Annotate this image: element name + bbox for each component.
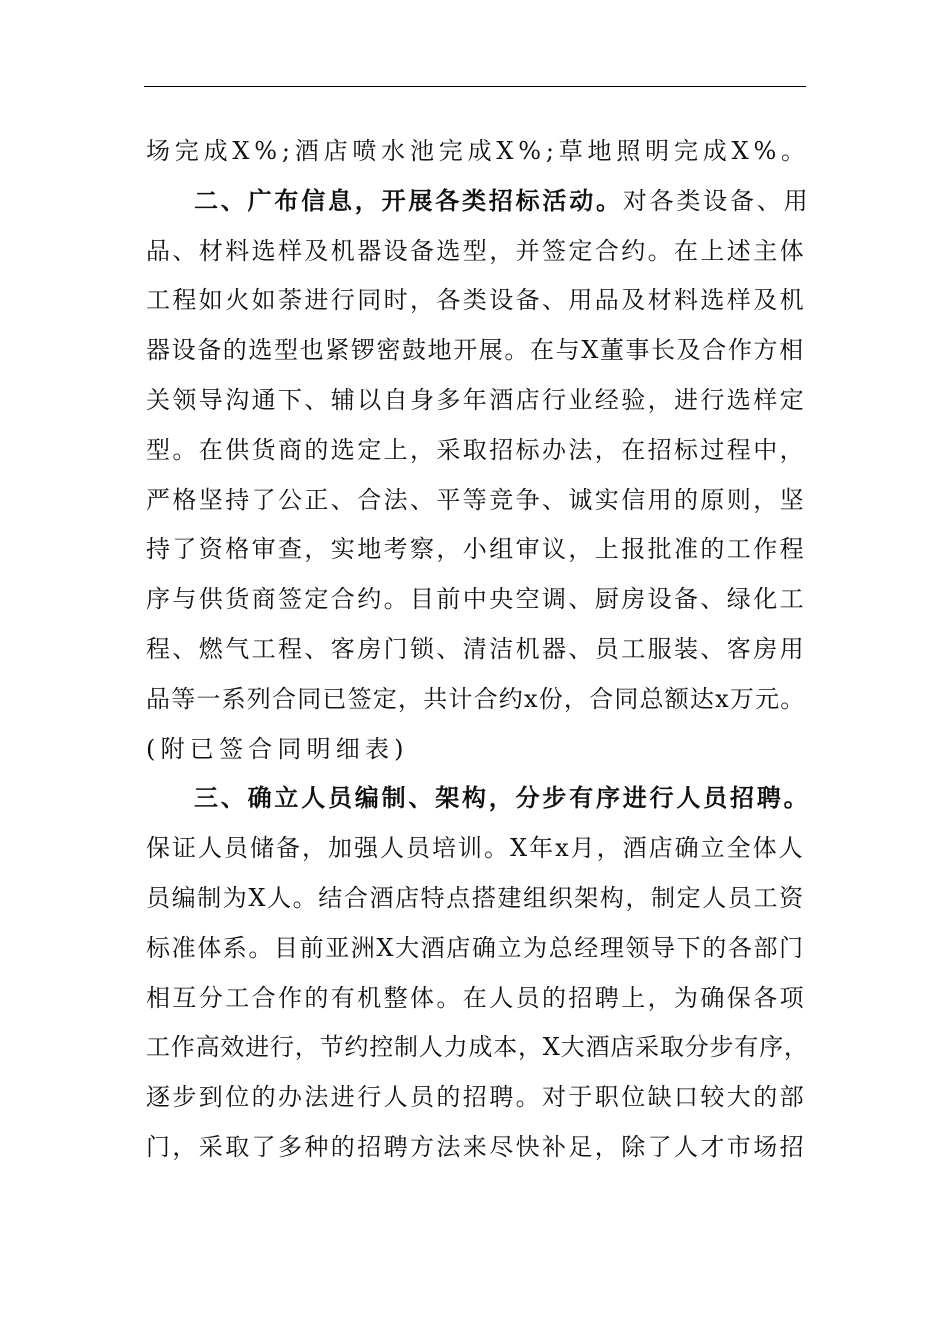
text-line [146, 574, 810, 624]
body-text: 场完成X%;酒店喷水池完成X%;草地照明完成X%。 [146, 137, 810, 165]
text-line [146, 1022, 810, 1072]
text-line [146, 873, 810, 923]
body-text: (附已签合同明细表) [146, 734, 409, 763]
body-text: 工程如火如荼进行同时，各类设备、用品及材料选样及机 [146, 286, 806, 315]
text-line [146, 126, 810, 176]
text-line [194, 773, 810, 823]
text-line [146, 923, 810, 973]
body-text: 标准体系。目前亚洲X大酒店确立为总经理领导下的各部门 [146, 933, 805, 962]
body-text: 保证人员储备，加强人员培训。X年x月，酒店确立全体人 [146, 834, 805, 863]
text-line [194, 176, 810, 226]
body-text: 员编制为X人。结合酒店特点搭建组织架构，制定人员工资 [146, 884, 805, 912]
body-text: 工作高效进行，节约控制人力成本，X大酒店采取分步有序， [146, 1033, 809, 1062]
body-text: 相互分工合作的有机整体。在人员的招聘上，为确保各项 [146, 983, 806, 1012]
text-line [146, 524, 810, 574]
text-line [146, 325, 810, 375]
body-text: 持了资格审查，实地考察，小组审议，上报批准的工作程 [146, 535, 806, 564]
body-text: 严格坚持了公正、合法、平等竞争、诚实信用的原则，坚 [146, 485, 806, 514]
text-line [146, 973, 810, 1023]
body-text: 逐步到位的办法进行人员的招聘。对于职位缺口较大的部 [146, 1083, 806, 1112]
text-line [146, 1072, 810, 1122]
text-line [146, 823, 810, 873]
body-text: 关领导沟通下、辅以自身多年酒店行业经验，进行选样定 [146, 386, 806, 414]
text-line [146, 624, 810, 674]
text-line [146, 475, 810, 525]
body-text: 程、燃气工程、客房门锁、清洁机器、员工服装、客房用 [146, 635, 806, 663]
body-text: 器设备的选型也紧锣密鼓地开展。在与X董事长及合作方相 [146, 336, 805, 365]
header-rule [144, 86, 806, 87]
body-text: 型。在供货商的选定上，采取招标办法，在招标过程中， [146, 435, 806, 464]
body-text: 门，采取了多种的招聘方法来尽快补足，除了人才市场招 [146, 1133, 806, 1161]
text-line [146, 674, 810, 724]
body-text: 对各类设备、用 [622, 186, 811, 215]
text-line [146, 375, 810, 425]
text-line [146, 226, 810, 276]
text-line [146, 724, 810, 774]
text-line [146, 275, 810, 325]
body-text: 序与供货商签定合约。目前中央空调、厨房设备、绿化工 [146, 585, 806, 614]
body-text: 品等一系列合同已签定，共计合约x份，合同总额达x万元。 [146, 684, 806, 713]
section-heading: 三、确立人员编制、架构，分步有序进行人员招聘。 [194, 783, 811, 813]
text-line [146, 1122, 810, 1172]
section-heading: 二、广布信息，开展各类招标活动。 [194, 185, 623, 215]
body-text: 品、材料选样及机器设备选型，并签定合约。在上述主体 [146, 236, 806, 265]
text-line [146, 425, 810, 475]
